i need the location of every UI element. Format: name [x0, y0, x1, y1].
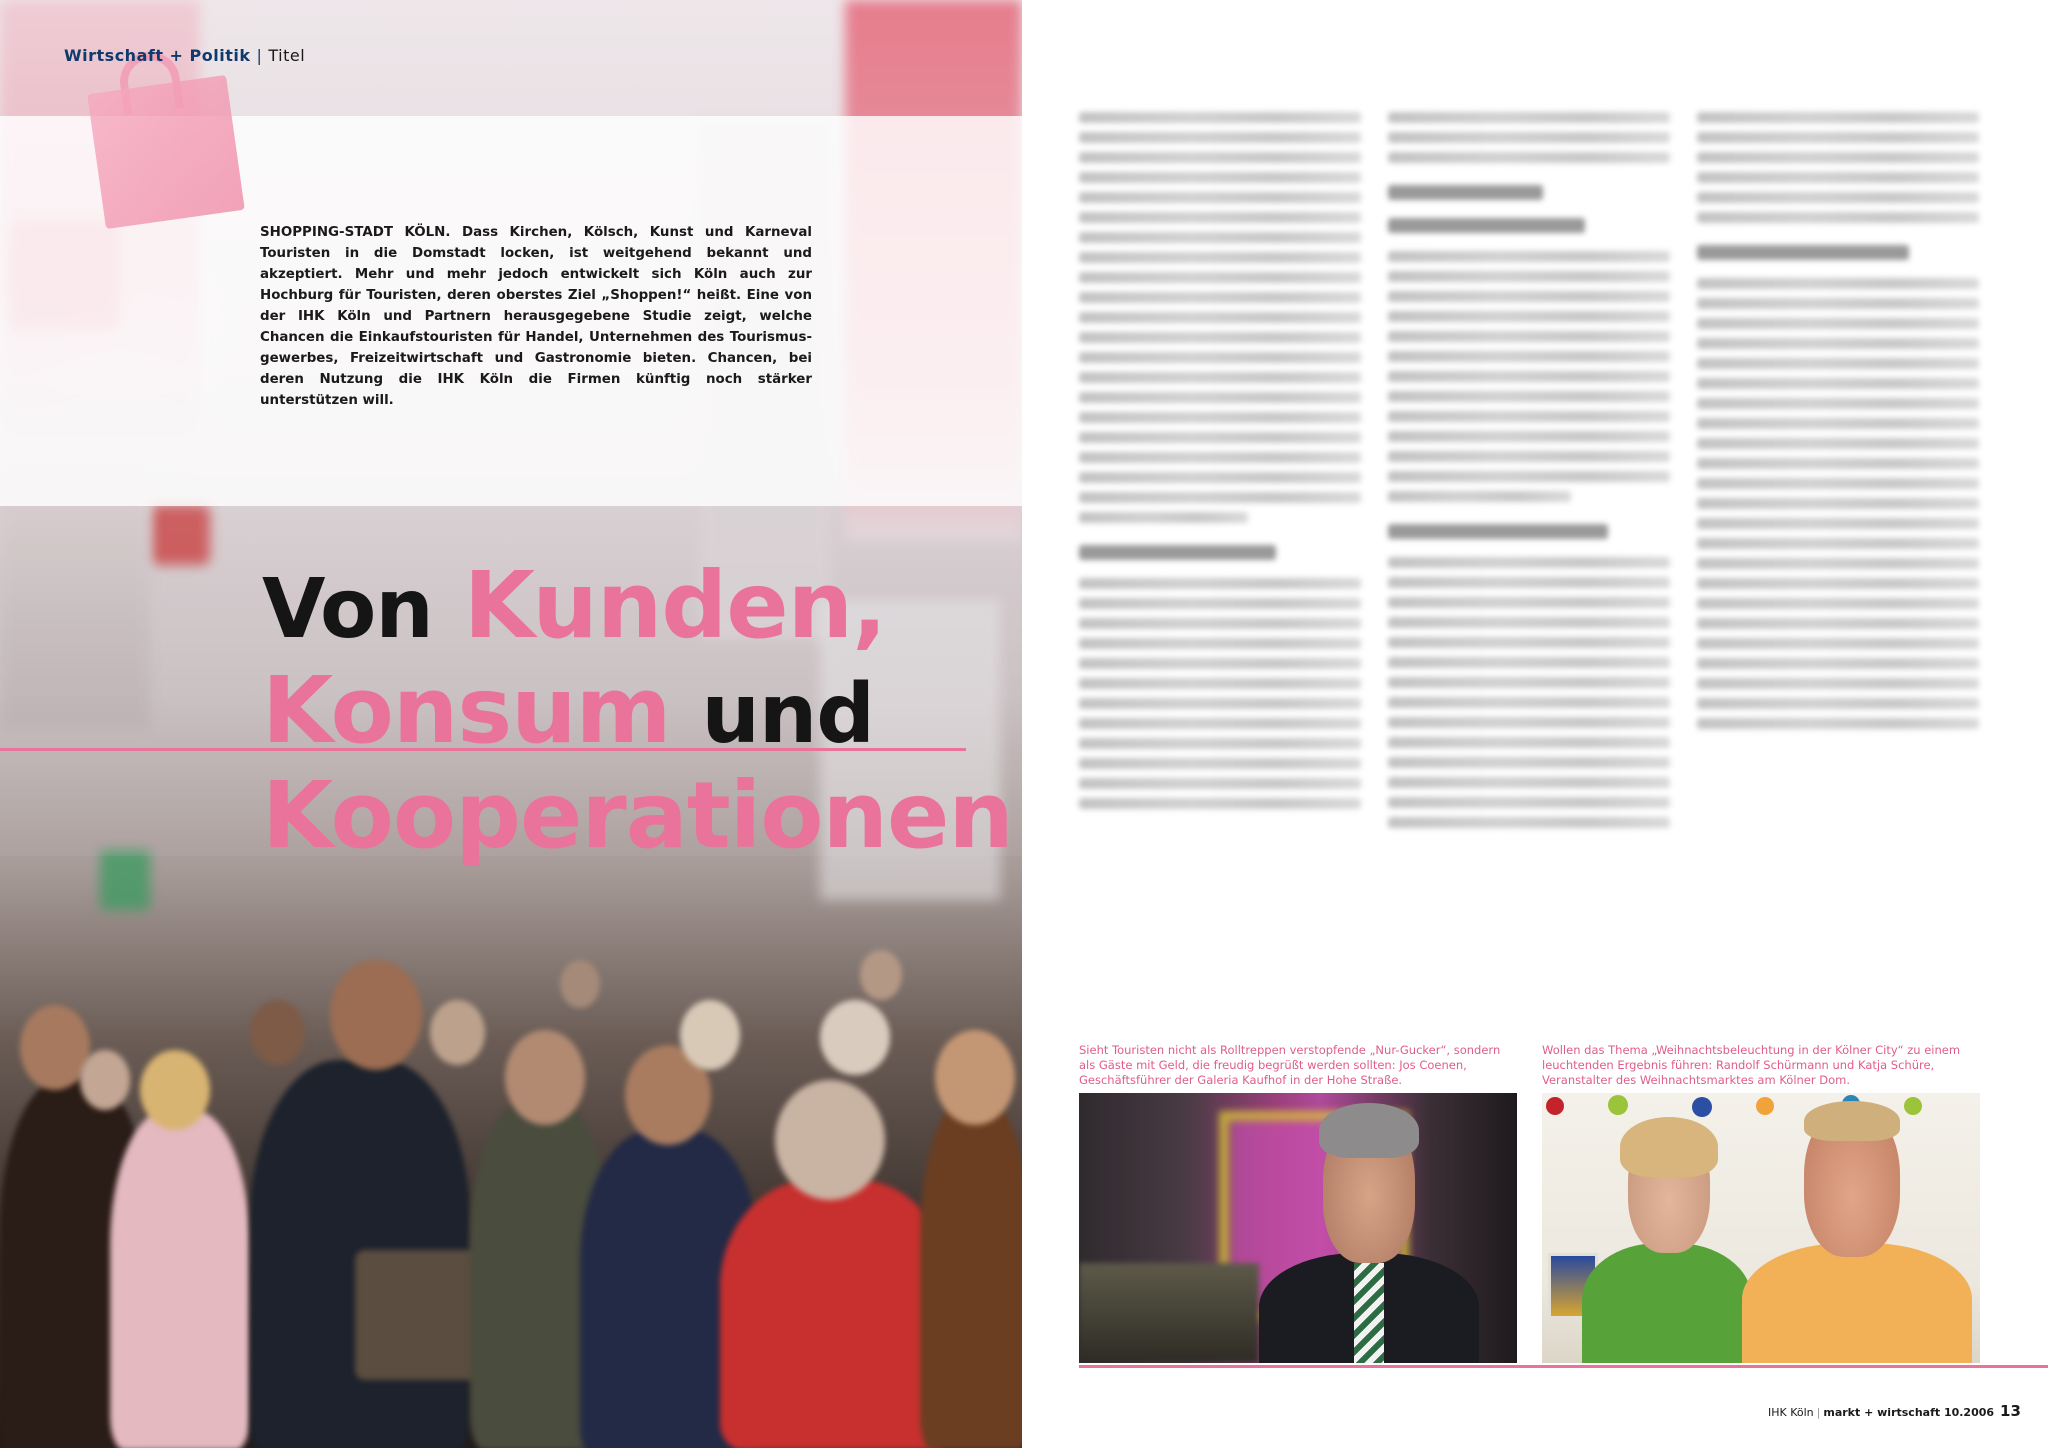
headline-word-kooperationen: Kooperationen: [262, 762, 1013, 869]
headline-word-konsum: Konsum: [262, 657, 671, 764]
article-column-3: [1697, 112, 1979, 738]
footer-publisher: IHK Köln: [1768, 1406, 1814, 1419]
photo-schuermann-schuere: [1542, 1093, 1980, 1363]
headline-word-von: Von: [262, 562, 433, 657]
page-number: 13: [2000, 1402, 2021, 1420]
section-label: [64, 46, 305, 65]
headline-word-und: und: [701, 667, 874, 762]
footer-separator: |: [1816, 1406, 1821, 1419]
section-sub: Titel: [268, 46, 306, 65]
article-column-2: [1388, 112, 1670, 837]
photo-rule: [1079, 1365, 2048, 1368]
section-name: Wirtschaft + Politik: [64, 46, 251, 65]
shopping-bag-icon: [87, 75, 245, 229]
photo-jos-coenen: [1079, 1093, 1517, 1363]
section-separator: |: [256, 46, 263, 65]
article-column-1: [1079, 112, 1361, 818]
caption-coenen: Sieht Touristen nicht als Rolltreppen verstopfende „Nur-Gucker“, sondern als Gäste mit Geld, die freudig begrüßt werden sollten: Jos Coenen, Geschäftsführer der Galeria Kaufhof in der Hohe Straße.: [1079, 1043, 1501, 1087]
footer-magazine: markt + wirtschaft 10.2006: [1823, 1406, 1995, 1419]
intro-lead: SHOPPING-STADT KÖLN.: [260, 225, 451, 240]
headline-word-kunden: Kunden,: [463, 552, 887, 659]
article-headline: [262, 552, 1022, 869]
intro-text: Dass Kirchen, Kölsch, Kunst und Karneval Touristen in die Domstadt locken, ist weitgehend bekannt und akzeptiert. Mehr und mehr jedoch entwickelt sich Köln auch zur Hochburg für Touristen, deren oberstes Ziel „Shoppen!“ heißt. Eine von der IHK Köln und Partnern herausgegebene Studie zeigt, welche Chancen die Einkaufstouristen für Handel, Unternehmen des Tourismusgewerbes, Freizeitwirtschaft und Gastronomie bieten. Chancen, bei deren Nutzung die IHK Köln die Firmen künftig noch stärker unterstützen will.: [260, 225, 812, 408]
intro-paragraph: [260, 222, 812, 411]
caption-schuere: Wollen das Thema „Weihnachtsbeleuchtung in der Kölner City“ zu einem leuchtenden Ergebnis führen: Randolf Schürmann und Katja Schüre, Veranstalter des Weihnachtsmarktes am Kölner Dom.: [1542, 1043, 1961, 1087]
page-footer: [1768, 1402, 2021, 1420]
cover-photo-street-crowd: [0, 0, 1022, 1448]
